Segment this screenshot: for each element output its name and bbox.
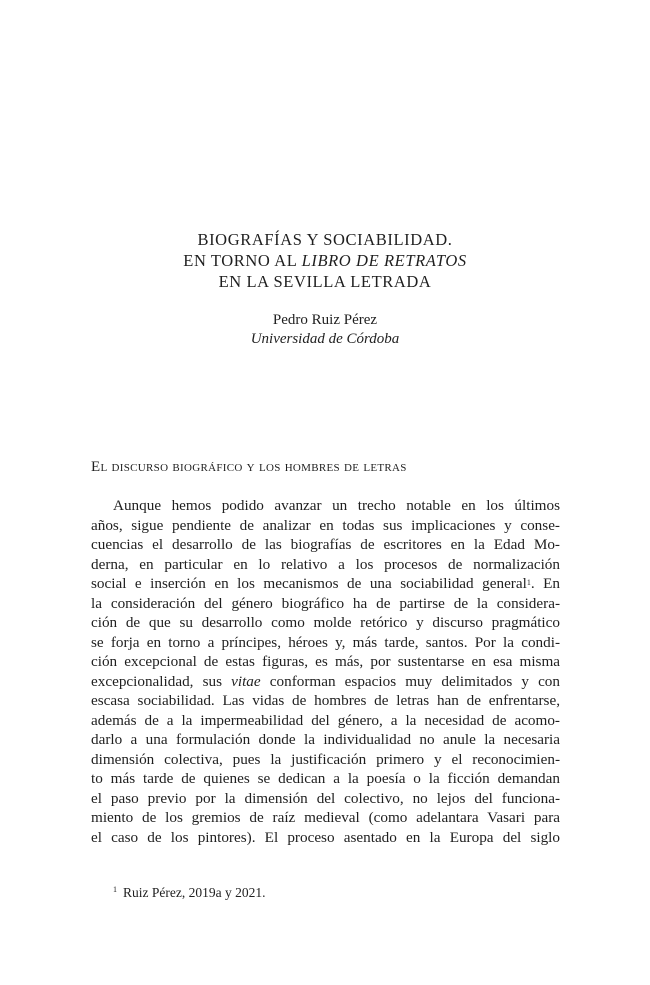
text-segment: social e inserción en los mecanismos de una sociabilidad general (91, 575, 527, 592)
text-line: ción excepcional de estas figuras, es más, por sustentarse en esa misma (91, 653, 560, 670)
title-line-2-prefix: EN TORNO AL (183, 251, 297, 270)
author-name: Pedro Ruiz Pérez (272, 312, 378, 328)
text-line: ción de que su desarrollo como molde retórico y discurso pragmático (91, 614, 560, 631)
text-line: dimensión colectiva, pues la justificación primero y el reconocimien- (91, 750, 560, 768)
text-line: además de a la impermeabilidad del género, a la necesidad de acomo- (91, 711, 560, 729)
text-line: to más tarde de quienes se dedican a la poesía o la ficción demandan (91, 770, 560, 787)
footnote (113, 885, 553, 901)
section-heading: El discurso biográfico y los hombres de letras (91, 459, 407, 475)
text-line: Aunque hemos podido avanzar un trecho notable en los últimos (113, 497, 560, 514)
text-line: el paso previo por la dimensión del colectivo, no lejos del funciona- (91, 789, 560, 807)
text-line: cuencias el desarrollo de las biografías de escritores en la Edad Mo- (91, 536, 560, 553)
text-line: derna, en particular en lo relativo a los procesos de normalización (91, 555, 560, 573)
title-line-2-italic: LIBRO DE RETRATOS (301, 251, 467, 270)
italic-term: vitae (231, 672, 261, 690)
footnote-text: Ruiz Pérez, 2019a y 2021. (123, 885, 266, 900)
article-title (0, 229, 650, 292)
text-line (91, 672, 560, 692)
title-line-3: EN LA SEVILLA LETRADA (218, 272, 432, 291)
text-line: escasa sociabilidad. Las vidas de hombres de letras han de enfrentarse, (91, 692, 560, 709)
text-line: años, sigue pendiente de analizar en todas sus implicaciones y conse- (91, 516, 560, 534)
text-line: se forja en torno a príncipes, héroes y, más tarde, santos. Por la condi- (91, 633, 560, 651)
body-paragraph (91, 496, 560, 847)
author-block (0, 311, 650, 349)
text-line (91, 574, 560, 594)
text-segment: conforman espacios muy delimitados y con (260, 672, 560, 690)
text-line: darlo a una formulación donde la individualidad no anule la necesaria (91, 731, 560, 748)
title-line-1: BIOGRAFÍAS Y SOCIABILIDAD. (197, 230, 453, 249)
text-line: el caso de los pintores). El proceso asentado en la Europa del siglo (91, 828, 560, 846)
text-segment: . En (530, 575, 560, 592)
footnote-number: 1 (113, 885, 117, 894)
text-line: miento de los gremios de raíz medieval (como adelantara Vasari para (91, 809, 560, 826)
author-affiliation: Universidad de Córdoba (250, 331, 400, 347)
text-segment: excepcionalidad, sus (91, 672, 232, 690)
footnote-reference[interactable]: 1 (526, 578, 531, 587)
title-line-2 (0, 250, 650, 271)
text-line: la consideración del género biográfico ha de partirse de la considera- (91, 594, 560, 612)
